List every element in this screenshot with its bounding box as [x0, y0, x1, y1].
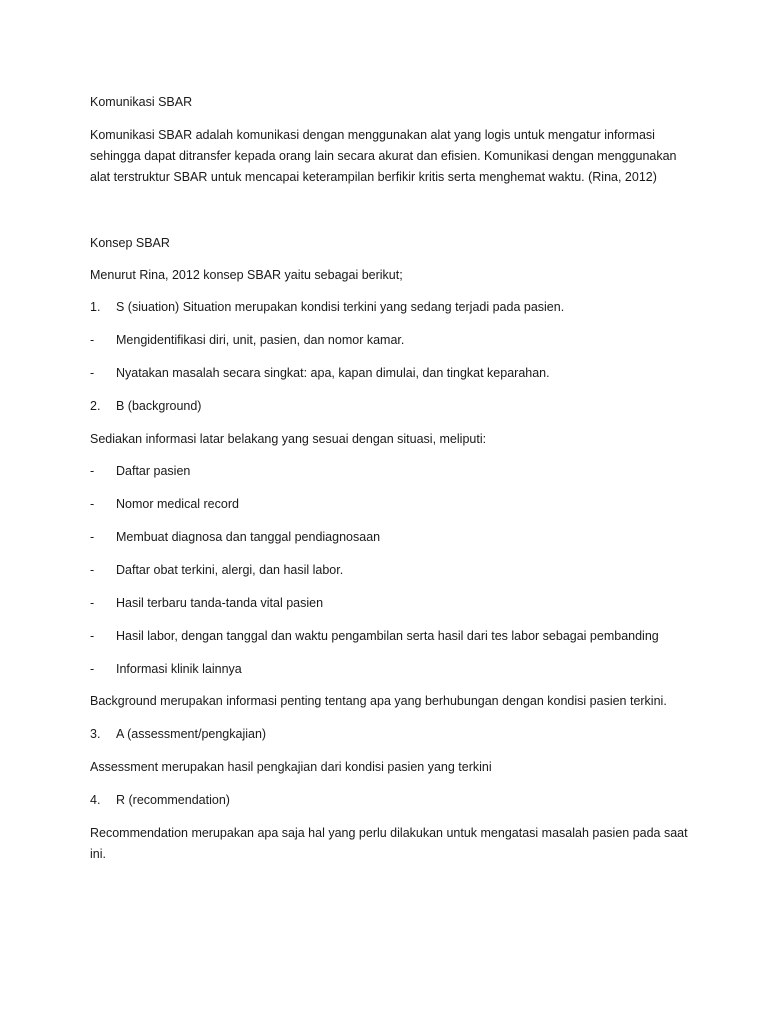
bullet-dash: -: [90, 563, 95, 577]
bullet-dash: -: [90, 530, 95, 544]
paragraph: Komunikasi SBAR adalah komunikasi dengan menggunakan alat yang logis untuk mengatur informasi sehingga dapat ditransfer kepada orang lain secara akurat dan efisien. Komunikasi dengan menggunakan alat terstruktur SBAR untuk mencapai keterampilan berfikir kritis serta menghemat waktu. (Rina, 2012): [90, 128, 677, 184]
bullet-dash: -: [90, 629, 95, 643]
list-item-text: Nomor medical record: [116, 497, 239, 511]
list-item-text: Informasi klinik lainnya: [116, 662, 242, 676]
list-item-text: B (background): [116, 399, 202, 413]
bullet-dash: -: [90, 596, 95, 610]
paragraph: Background merupakan informasi penting tentang apa yang berhubungan dengan kondisi pasien terkini.: [90, 694, 667, 708]
list-item-text: A (assessment/pengkajian): [116, 727, 267, 741]
bullet-dash: -: [90, 333, 95, 347]
list-item-text: Nyatakan masalah secara singkat: apa, kapan dimulai, dan tingkat keparahan.: [116, 366, 550, 380]
section-heading: Komunikasi SBAR: [90, 95, 193, 109]
bullet-dash: -: [90, 497, 95, 511]
paragraph: Recommendation merupakan apa saja hal yang perlu dilakukan untuk mengatasi masalah pasien pada saat ini.: [90, 826, 688, 861]
paragraph: Menurut Rina, 2012 konsep SBAR yaitu sebagai berikut;: [90, 268, 403, 282]
list-item-text: Hasil labor, dengan tanggal dan waktu pengambilan serta hasil dari tes labor sebagai pembanding: [116, 629, 659, 643]
list-item-text: Mengidentifikasi diri, unit, pasien, dan nomor kamar.: [116, 333, 405, 347]
list-item-text: Hasil terbaru tanda-tanda vital pasien: [116, 596, 324, 610]
section-heading: Konsep SBAR: [90, 236, 170, 250]
list-item-text: Daftar pasien: [116, 464, 191, 478]
list-number: 4.: [90, 793, 101, 807]
list-item-text: R (recommendation): [116, 793, 230, 807]
bullet-dash: -: [90, 366, 95, 380]
list-item-text: Membuat diagnosa dan tanggal pendiagnosaan: [116, 530, 381, 544]
paragraph: Sediakan informasi latar belakang yang sesuai dengan situasi, meliputi:: [90, 432, 487, 446]
list-item-text: S (siuation) Situation merupakan kondisi terkini yang sedang terjadi pada pasien.: [116, 300, 565, 314]
list-number: 3.: [90, 727, 101, 741]
list-number: 1.: [90, 300, 101, 314]
paragraph: Assessment merupakan hasil pengkajian dari kondisi pasien yang terkini: [90, 760, 492, 774]
bullet-dash: -: [90, 662, 95, 676]
list-item-text: Daftar obat terkini, alergi, dan hasil labor.: [116, 563, 344, 577]
bullet-dash: -: [90, 464, 95, 478]
list-number: 2.: [90, 399, 101, 413]
